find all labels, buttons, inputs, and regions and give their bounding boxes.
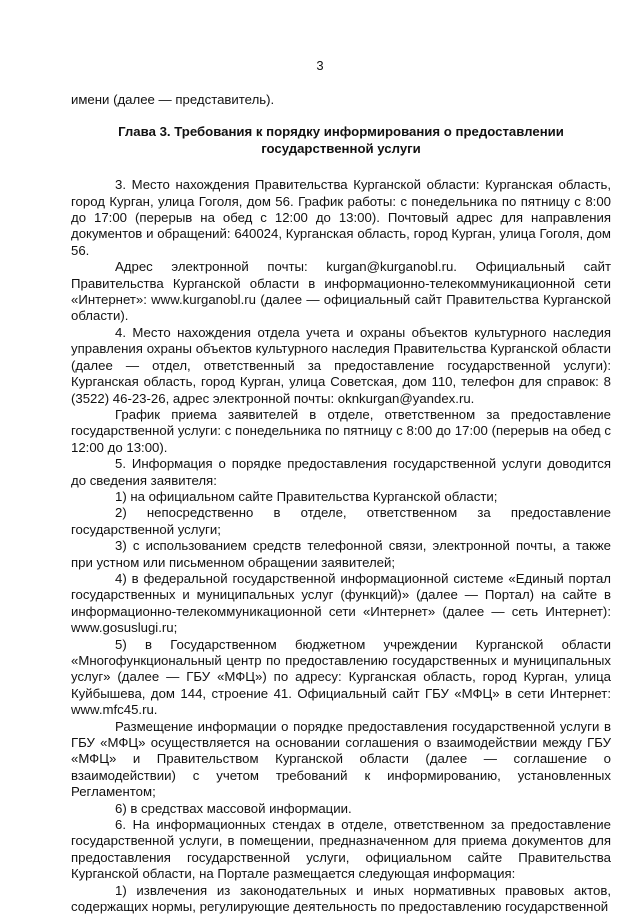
- paragraph-item-4: 4. Место нахождения отдела учета и охраны объектов культурного наследия управления охраны объектов культурного наследия Правительства Курганской области (далее — отдел, ответственный за предоставление государственной услуги): Курганская область, город Курган, улица Советская, дом 110, телефон для справок: 8 (3522) 46-23-26, адрес электронной почты: oknkurgan@yandex.ru.: [71, 324, 611, 406]
- list-item-3: 3) с использованием средств телефонной связи, электронной почты, а также при устном или письменном обращении заявителей;: [71, 538, 611, 570]
- list-item-1: 1) на официальном сайте Правительства Курганской области;: [115, 488, 498, 504]
- document-body: [71, 92, 611, 916]
- chapter-title: Глава 3. Требования к порядку информирования о предоставлении государственной услуги: [118, 124, 564, 156]
- paragraph-item-6: 6. На информационных стендах в отделе, ответственном за предоставление государственной услуги, в помещении, предназначенном для приема документов для предоставления государственной услуги, официальном сайте Правительства Курганской области, на Портале размещается следующая информация:: [71, 817, 611, 882]
- paragraph-email: Адрес электронной почты: kurgan@kurganobl.ru. Официальный сайт Правительства Курганской области в информационно-телекоммуникационной сети «Интернет»: www.kurganobl.ru (далее — официальный сайт Правительства Курганской области).: [71, 259, 611, 324]
- paragraph-reception-schedule: График приема заявителей в отделе, ответственном за предоставление государственной услуги: с понедельника по пятницу с 8:00 до 17:00 (перерыв на обед с 12:00 до 13:00).: [71, 406, 611, 455]
- paragraph-item-5: 5. Информация о порядке предоставления государственной услуги доводится до сведения заявителя:: [71, 456, 611, 488]
- lead-text: имени (далее — представитель).: [71, 92, 275, 107]
- list-item-6-1: 1) извлечения из законодательных и иных нормативных правовых актов, содержащих нормы, регулирующие деятельность по предоставлению государственной: [71, 882, 611, 915]
- list-item-2: 2) непосредственно в отделе, ответственном за предоставление государственной услуги;: [71, 505, 611, 537]
- page-number: 3: [316, 58, 324, 73]
- paragraph-item-3: 3. Место нахождения Правительства Курганской области: Курганская область, город Курган, улица Гоголя, дом 56. График работы: с понедельника по пятницу с 8:00 до 17:00 (перерыв на обед с 12:00 до 13:00). Почтовый адрес для направления документов и обращений: 640024, Курганская область, город Курган, улица Гоголя, дом 56.: [71, 177, 611, 258]
- list-item-4: 4) в федеральной государственной информационной системе «Единый портал государственных и муниципальных услуг (функций)» (далее — Портал) на сайте в информационно-телекоммуникационной сети «Интернет» (далее — сеть Интернет): www.gosuslugi.ru;: [71, 570, 611, 636]
- paragraph-mfc-info: Размещение информации о порядке предоставления государственной услуги в ГБУ «МФЦ» осуществляется на основании соглашения о взаимодействии между ГБУ «МФЦ» и Правительством Курганской области (далее — соглашение о взаимодействии) с учетом требований к информированию, установленных Регламентом;: [71, 718, 611, 800]
- list-item-5: 5) в Государственном бюджетном учреждении Курганской области «Многофункциональный центр по предоставлению государственных и муниципальных услуг» (далее — ГБУ «МФЦ») по адресу: Курганская область, город Курган, улица Куйбышева, дом 144, строение 41. Официальный сайт ГБУ «МФЦ» в сети Интернет: www.mfc45.ru.: [71, 636, 611, 718]
- list-item-6: 6) в средствах массовой информации.: [115, 800, 352, 816]
